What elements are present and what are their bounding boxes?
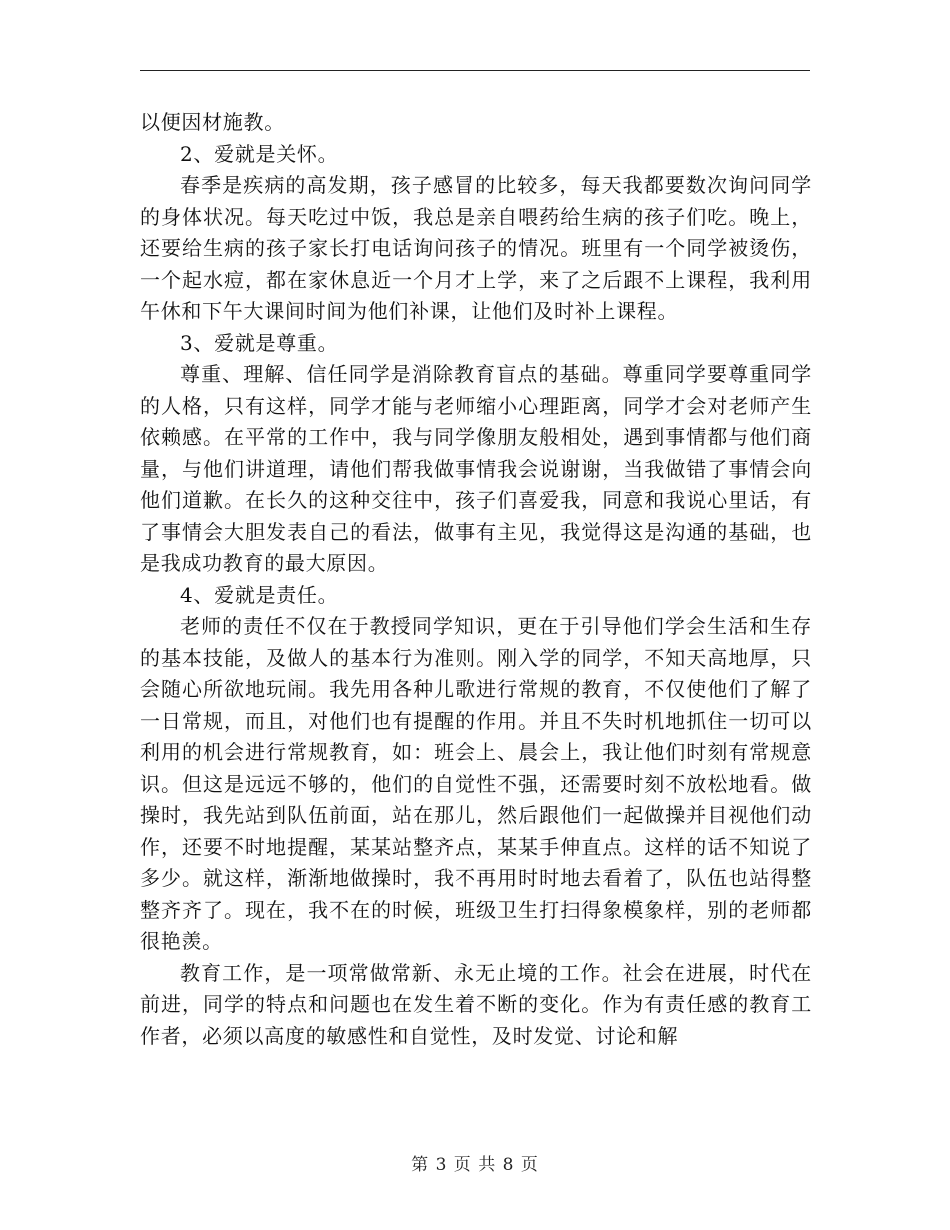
document-body: [140, 107, 812, 1052]
paragraph-respect: 尊重、理解、信任同学是消除教育盲点的基础。尊重同学要尊重同学的人格，只有这样，同学才能与老师缩小心理距离，同学才会对老师产生依赖感。在平常的工作中，我与同学像朋友般相处，遇到事情都与他们商量，与他们讲道理，请他们帮我做事情我会说谢谢，当我做错了事情会向他们道歉。在长久的这种交往中，孩子们喜爱我，同意和我说心里话，有了事情会大胆发表自己的看法，做事有主见，我觉得这是沟通的基础，也是我成功教育的最大原因。: [140, 362, 812, 575]
section-heading-respect: 3、爱就是尊重。: [180, 330, 339, 355]
page-number-footer: 第 3 页 共 8 页: [411, 1155, 539, 1175]
paragraph-continuation: 以便因材施教。: [140, 110, 285, 134]
paragraph-responsibility: 老师的责任不仅在于教授同学知识，更在于引导他们学会生活和生存的基本技能，及做人的基本行为准则。刚入学的同学，不知天高地厚，只会随心所欲地玩闹。我先用各种儿歌进行常规的教育，不仅使他们了解了一日常规，而且，对他们也有提醒的作用。并且不失时机地抓住一切可以利用的机会进行常规教育，如：班会上、晨会上，我让他们时刻有常规意识。但这是远远不够的，他们的自觉性不强，还需要时刻不放松地看。做操时，我先站到队伍前面，站在那儿，然后跟他们一起做操并目视他们动作，还要不时地提醒，某某站整齐点，某某手伸直点。这样的话不知说了多少。就这样，渐渐地做操时，我不再用时时地去看着了，队伍也站得整整齐齐了。现在，我不在的时候，班级卫生打扫得象模象样，别的老师都很艳羡。: [140, 614, 812, 953]
paragraph-conclusion: 教育工作，是一项常做常新、永无止境的工作。社会在进展，时代在前进，同学的特点和问题也在发生着不断的变化。作为有责任感的教育工作者，必须以高度的敏感性和自觉性，及时发觉、讨论和解: [140, 960, 812, 1048]
section-heading-responsibility: 4、爱就是责任。: [180, 582, 339, 607]
section-heading-care: 2、爱就是关怀。: [180, 141, 339, 166]
paragraph-care: 春季是疾病的高发期，孩子感冒的比较多，每天我都要数次询问同学的身体状况。每天吃过中饭，我总是亲自喂药给生病的孩子们吃。晚上，还要给生病的孩子家长打电话询问孩子的情况。班里有一个同学被烫伤，一个起水痘，都在家休息近一个月才上学，来了之后跟不上课程，我利用午休和下午大课间时间为他们补课，让他们及时补上课程。: [140, 173, 812, 323]
header-rule: [140, 70, 810, 71]
